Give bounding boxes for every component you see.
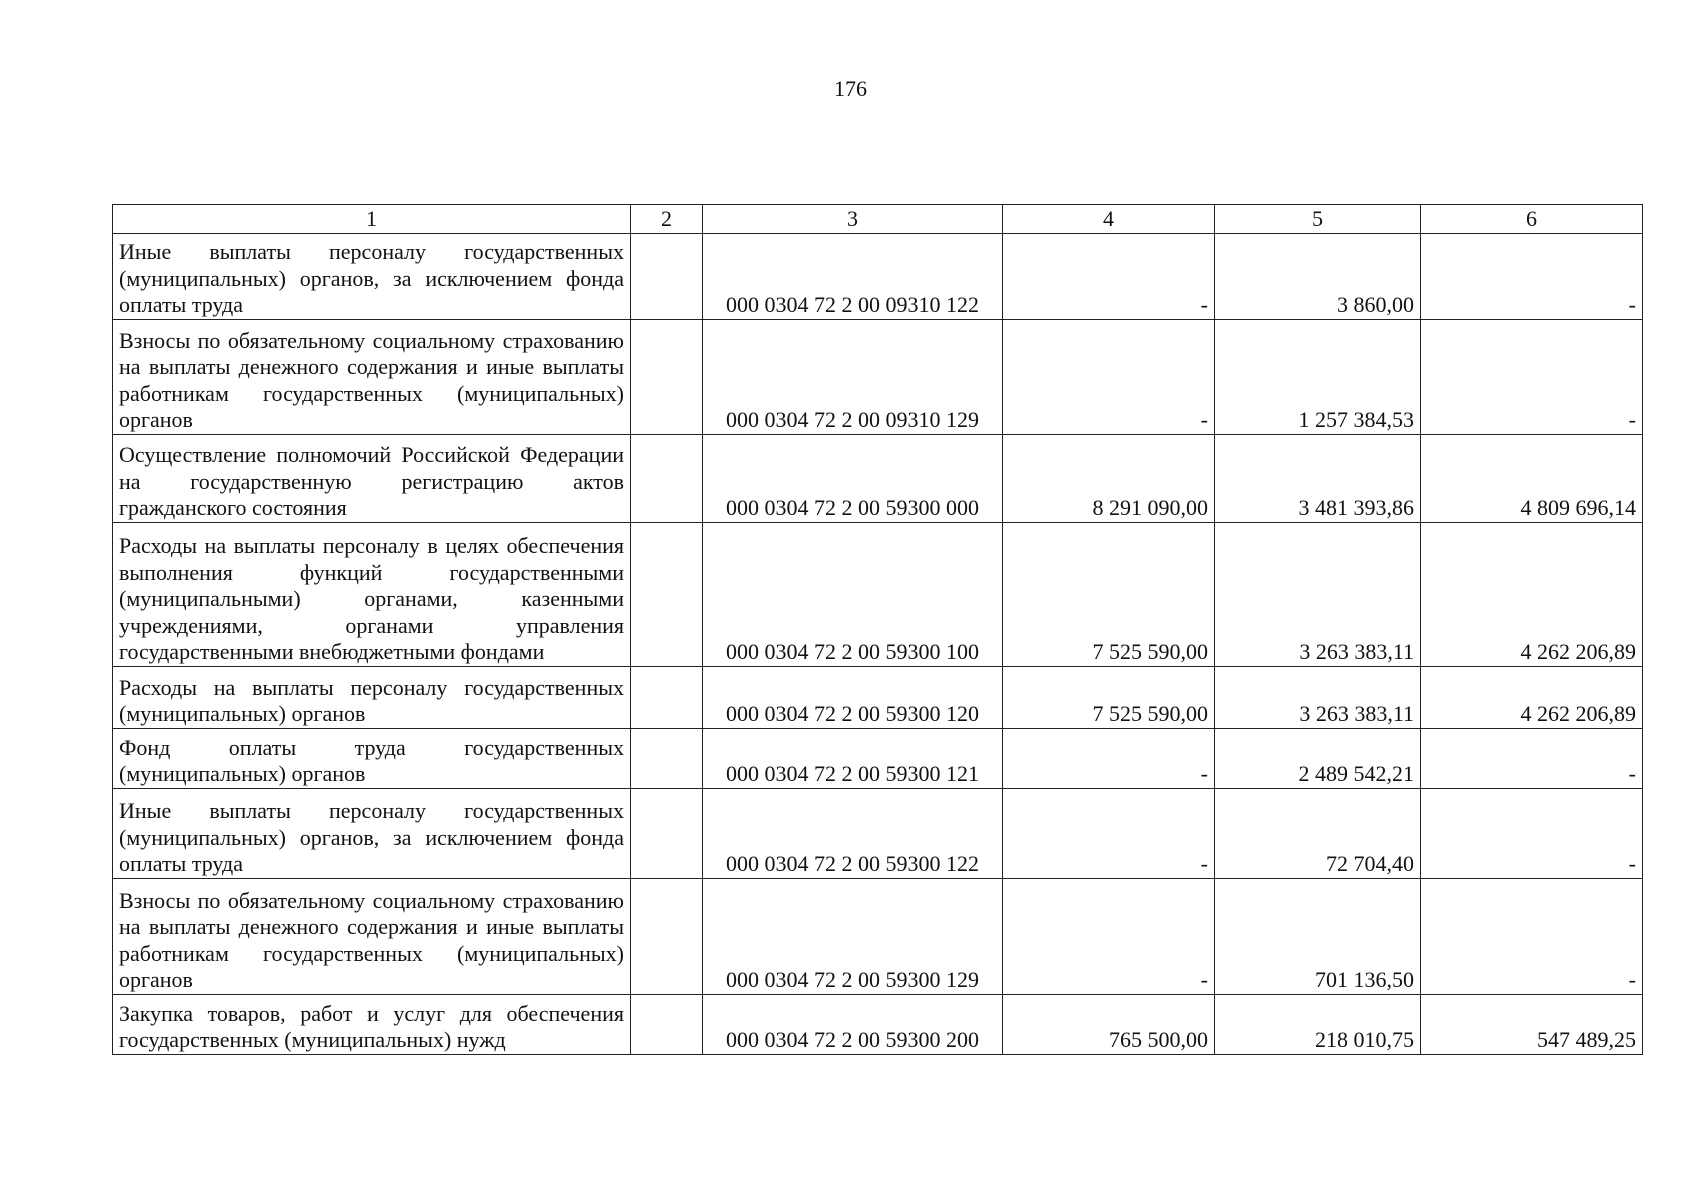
table-row — [113, 435, 1643, 523]
column-header: 1 — [113, 205, 631, 234]
table-row — [113, 995, 1643, 1055]
table-row — [113, 320, 1643, 435]
row-description: Иные выплаты персоналу государственных (муниципальных) органов, за исключением фонда оплаты труда — [113, 789, 631, 879]
table-row — [113, 879, 1643, 995]
row-description: Иные выплаты персоналу государственных (муниципальных) органов, за исключением фонда оплаты труда — [113, 234, 631, 320]
table-row — [113, 523, 1643, 667]
row-budget-code: 000 0304 72 2 00 59300 200 — [703, 995, 1003, 1055]
row-budget-code: 000 0304 72 2 00 59300 129 — [703, 879, 1003, 995]
row-value-col6: - — [1421, 879, 1643, 995]
table-row — [113, 789, 1643, 879]
row-value-col5: 218 010,75 — [1215, 995, 1421, 1055]
row-description: Осуществление полномочий Российской Федерации на государственную регистрацию актов гражданского состояния — [113, 435, 631, 523]
row-description: Фонд оплаты труда государственных (муниципальных) органов — [113, 729, 631, 789]
column-header: 2 — [631, 205, 703, 234]
table-row — [113, 667, 1643, 729]
row-budget-code: 000 0304 72 2 00 59300 120 — [703, 667, 1003, 729]
header-row — [113, 205, 1643, 234]
row-column-2 — [631, 320, 703, 435]
column-header: 5 — [1215, 205, 1421, 234]
row-value-col5: 1 257 384,53 — [1215, 320, 1421, 435]
row-value-col6: - — [1421, 320, 1643, 435]
row-description: Взносы по обязательному социальному страхованию на выплаты денежного содержания и иные выплаты работникам государственных (муниципальных) органов — [113, 879, 631, 995]
row-value-col5: 701 136,50 — [1215, 879, 1421, 995]
row-value-col4: 7 525 590,00 — [1003, 667, 1215, 729]
row-value-col4: - — [1003, 879, 1215, 995]
row-column-2 — [631, 879, 703, 995]
row-description: Расходы на выплаты персоналу в целях обеспечения выполнения функций государственными (муниципальными) органами, казенными учреждениями, органами управления государственными внебюджетными фондами — [113, 523, 631, 667]
row-budget-code: 000 0304 72 2 00 59300 100 — [703, 523, 1003, 667]
row-value-col5: 3 860,00 — [1215, 234, 1421, 320]
row-value-col5: 2 489 542,21 — [1215, 729, 1421, 789]
page-number: 176 — [834, 76, 867, 101]
row-value-col6: - — [1421, 789, 1643, 879]
row-value-col6: 547 489,25 — [1421, 995, 1643, 1055]
row-budget-code: 000 0304 72 2 00 59300 121 — [703, 729, 1003, 789]
row-description: Расходы на выплаты персоналу государственных (муниципальных) органов — [113, 667, 631, 729]
row-column-2 — [631, 995, 703, 1055]
column-header: 6 — [1421, 205, 1643, 234]
row-value-col4: 8 291 090,00 — [1003, 435, 1215, 523]
row-column-2 — [631, 789, 703, 879]
row-value-col6: 4 262 206,89 — [1421, 523, 1643, 667]
row-value-col4: - — [1003, 789, 1215, 879]
row-value-col6: - — [1421, 729, 1643, 789]
row-column-2 — [631, 667, 703, 729]
row-value-col5: 72 704,40 — [1215, 789, 1421, 879]
row-value-col5: 3 263 383,11 — [1215, 523, 1421, 667]
row-value-col4: - — [1003, 234, 1215, 320]
column-header: 3 — [703, 205, 1003, 234]
row-column-2 — [631, 234, 703, 320]
row-value-col4: 765 500,00 — [1003, 995, 1215, 1055]
row-value-col6: 4 262 206,89 — [1421, 667, 1643, 729]
row-value-col4: 7 525 590,00 — [1003, 523, 1215, 667]
row-column-2 — [631, 435, 703, 523]
row-description: Взносы по обязательному социальному страхованию на выплаты денежного содержания и иные выплаты работникам государственных (муниципальных) органов — [113, 320, 631, 435]
row-budget-code: 000 0304 72 2 00 59300 122 — [703, 789, 1003, 879]
row-value-col4: - — [1003, 320, 1215, 435]
budget-table-container — [112, 204, 1642, 1055]
row-value-col6: - — [1421, 234, 1643, 320]
table-row — [113, 234, 1643, 320]
row-description: Закупка товаров, работ и услуг для обеспечения государственных (муниципальных) нужд — [113, 995, 631, 1055]
row-value-col5: 3 263 383,11 — [1215, 667, 1421, 729]
row-budget-code: 000 0304 72 2 00 59300 000 — [703, 435, 1003, 523]
table-row — [113, 729, 1643, 789]
row-budget-code: 000 0304 72 2 00 09310 129 — [703, 320, 1003, 435]
row-value-col5: 3 481 393,86 — [1215, 435, 1421, 523]
column-header: 4 — [1003, 205, 1215, 234]
row-column-2 — [631, 729, 703, 789]
row-column-2 — [631, 523, 703, 667]
row-budget-code: 000 0304 72 2 00 09310 122 — [703, 234, 1003, 320]
row-value-col4: - — [1003, 729, 1215, 789]
row-value-col6: 4 809 696,14 — [1421, 435, 1643, 523]
budget-table — [112, 204, 1643, 1055]
